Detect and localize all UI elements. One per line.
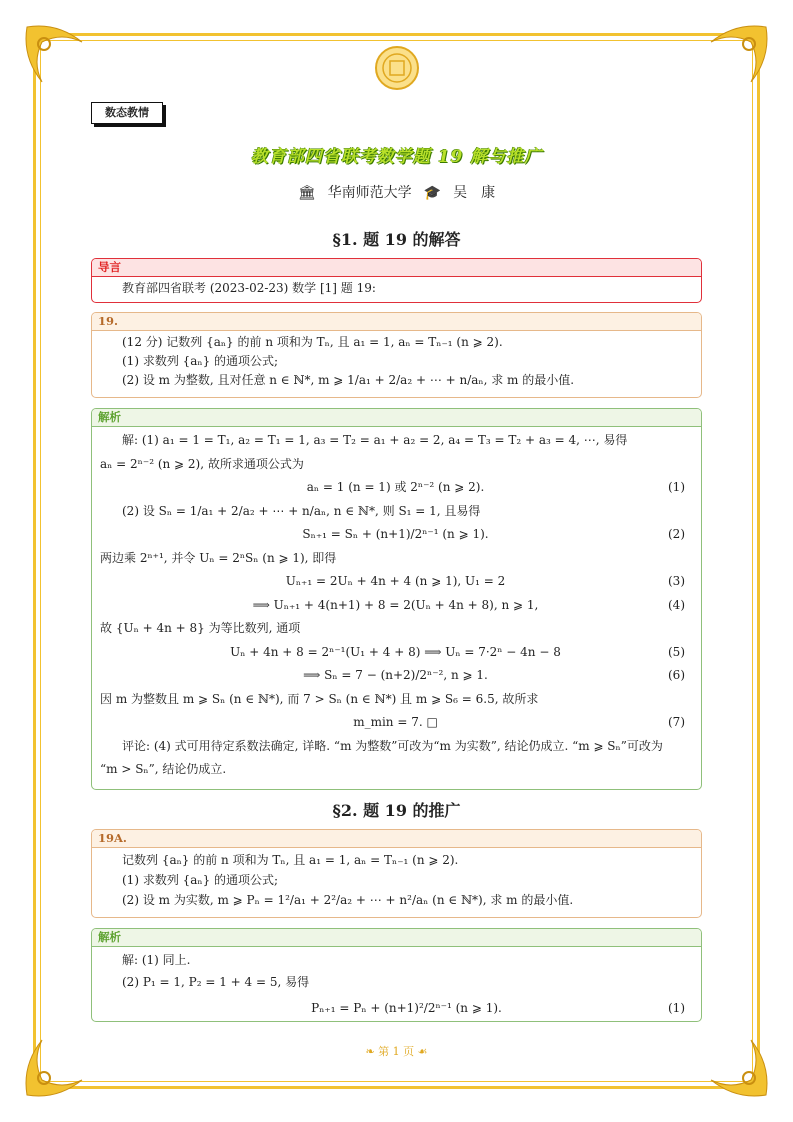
section-1-title: §1. 题 19 的解答: [332, 230, 461, 249]
solution-2-box: [91, 928, 702, 1022]
equation: aₙ = 1 (n = 1) 或 2ⁿ⁻² (n ⩾ 2).: [306, 480, 485, 494]
corner-ornament-icon: [701, 1030, 771, 1100]
page-footer: [0, 1043, 793, 1059]
university-icon: 🏛: [297, 185, 316, 201]
section-2-title: §2. 题 19 的推广: [332, 801, 461, 820]
intro-label: 导言: [92, 259, 701, 277]
corner-ornament-icon: [701, 22, 771, 92]
flourish-left-icon: ❧: [365, 1045, 375, 1058]
intro-box: [91, 258, 702, 303]
problem-line: (12 分) 记数列 {aₙ} 的前 n 项和为 Tₙ, 且 a₁ = 1, aₙ = Tₙ₋₁ (n ⩾ 2).: [122, 335, 503, 349]
problem-box: [91, 312, 702, 398]
solution-line: 故 {Uₙ + 4n + 8} 为等比数列, 通项: [100, 621, 301, 635]
problem-label: 19.: [92, 313, 701, 331]
flourish-right-icon: ☙: [417, 1045, 428, 1058]
equation: ⟹ Sₙ = 7 − (n+2)/2ⁿ⁻², n ⩾ 1.: [303, 668, 488, 682]
solution-box: [91, 408, 702, 790]
paper-title: 教育部四省联考数学题 19 解与推广: [250, 147, 543, 167]
problem-line: 记数列 {aₙ} 的前 n 项和为 Tₙ, 且 a₁ = 1, aₙ = Tₙ₋₁ (n ⩾ 2).: [122, 853, 459, 867]
equation: Uₙ + 4n + 8 = 2ⁿ⁻¹(U₁ + 4 + 8) ⟹ Uₙ = 7·2ⁿ − 4n − 8: [230, 644, 561, 659]
solution-label: 解析: [92, 409, 701, 427]
column-tag: 数态教情: [91, 102, 163, 124]
corner-ornament-icon: [22, 22, 92, 92]
problem-line: (2) 设 m 为实数, m ⩾ Pₙ = 1²/a₁ + 2²/a₂ + ⋯ + n²/aₙ (n ∈ ℕ*), 求 m 的最小值.: [122, 893, 574, 907]
solution-line: 解: (1) 同上.: [122, 953, 191, 967]
equation-number: (4): [668, 597, 685, 612]
page-number: 第 1 页: [378, 1045, 415, 1058]
solution-line: (2) 设 Sₙ = 1/a₁ + 2/a₂ + ⋯ + n/aₙ, n ∈ ℕ*, 则 S₁ = 1, 且易得: [122, 503, 481, 518]
problem-2-box: [91, 829, 702, 918]
solution-line: 两边乘 2ⁿ⁺¹, 并令 Uₙ = 2ⁿSₙ (n ⩾ 1), 即得: [100, 550, 337, 565]
equation-number: (1): [668, 1001, 685, 1015]
equation-number: (6): [668, 668, 685, 682]
corner-ornament-icon: [22, 1030, 92, 1100]
equation: ⟹ Uₙ₊₁ + 4(n+1) + 8 = 2(Uₙ + 4n + 8), n ⩾ 1,: [252, 597, 539, 612]
author-line: [0, 182, 793, 202]
remark-line: 评论: (4) 式可用待定系数法确定, 详略. “m 为整数”可改为“m 为实数”, 结论仍成立. “m ⩾ Sₙ”可改为: [122, 738, 663, 753]
solution-2-label: 解析: [92, 929, 701, 947]
equation: m_min = 7. □: [353, 715, 438, 729]
equation-number: (5): [668, 644, 685, 659]
equation-number: (3): [668, 574, 685, 588]
solution-line: aₙ = 2ⁿ⁻² (n ⩾ 2), 故所求通项公式为: [100, 456, 304, 471]
equation-number: (1): [668, 480, 685, 494]
problem-line: (1) 求数列 {aₙ} 的通项公式;: [122, 354, 279, 368]
problem-line: (1) 求数列 {aₙ} 的通项公式;: [122, 873, 279, 887]
solution-line: (2) P₁ = 1, P₂ = 1 + 4 = 5, 易得: [122, 975, 310, 989]
equation: Pₙ₊₁ = Pₙ + (n+1)²/2ⁿ⁻¹ (n ⩾ 1).: [311, 1001, 502, 1015]
equation-number: (2): [668, 527, 685, 541]
intro-text: 教育部四省联考 (2023-02-23) 数学 [1] 题 19:: [122, 281, 376, 295]
author-name: 吴 康: [453, 185, 496, 201]
equation: Sₙ₊₁ = Sₙ + (n+1)/2ⁿ⁻¹ (n ⩾ 1).: [302, 527, 489, 541]
equation: Uₙ₊₁ = 2Uₙ + 4n + 4 (n ⩾ 1), U₁ = 2: [285, 574, 506, 588]
remark-line: “m > Sₙ”, 结论仍成立.: [100, 762, 227, 776]
problem-2-label: 19A.: [92, 830, 701, 848]
solution-line: 因 m 为整数且 m ⩾ Sₙ (n ∈ ℕ*), 而 7 > Sₙ (n ∈ ℕ*) 且 m ⩾ S₆ = 6.5, 故所求: [100, 691, 539, 706]
university-seal-icon: [374, 45, 420, 91]
equation-number: (7): [668, 715, 685, 729]
solution-line: 解: (1) a₁ = 1 = T₁, a₂ = T₁ = 1, a₃ = T₂ = a₁ + a₂ = 2, a₄ = T₃ = T₂ + a₃ = 4, ⋯, 易得: [122, 433, 628, 447]
graduation-cap-icon: 🎓: [423, 185, 442, 201]
affiliation: 华南师范大学: [327, 185, 412, 201]
problem-line: (2) 设 m 为整数, 且对任意 n ∈ ℕ*, m ⩾ 1/a₁ + 2/a₂ + ⋯ + n/aₙ, 求 m 的最小值.: [122, 373, 575, 387]
